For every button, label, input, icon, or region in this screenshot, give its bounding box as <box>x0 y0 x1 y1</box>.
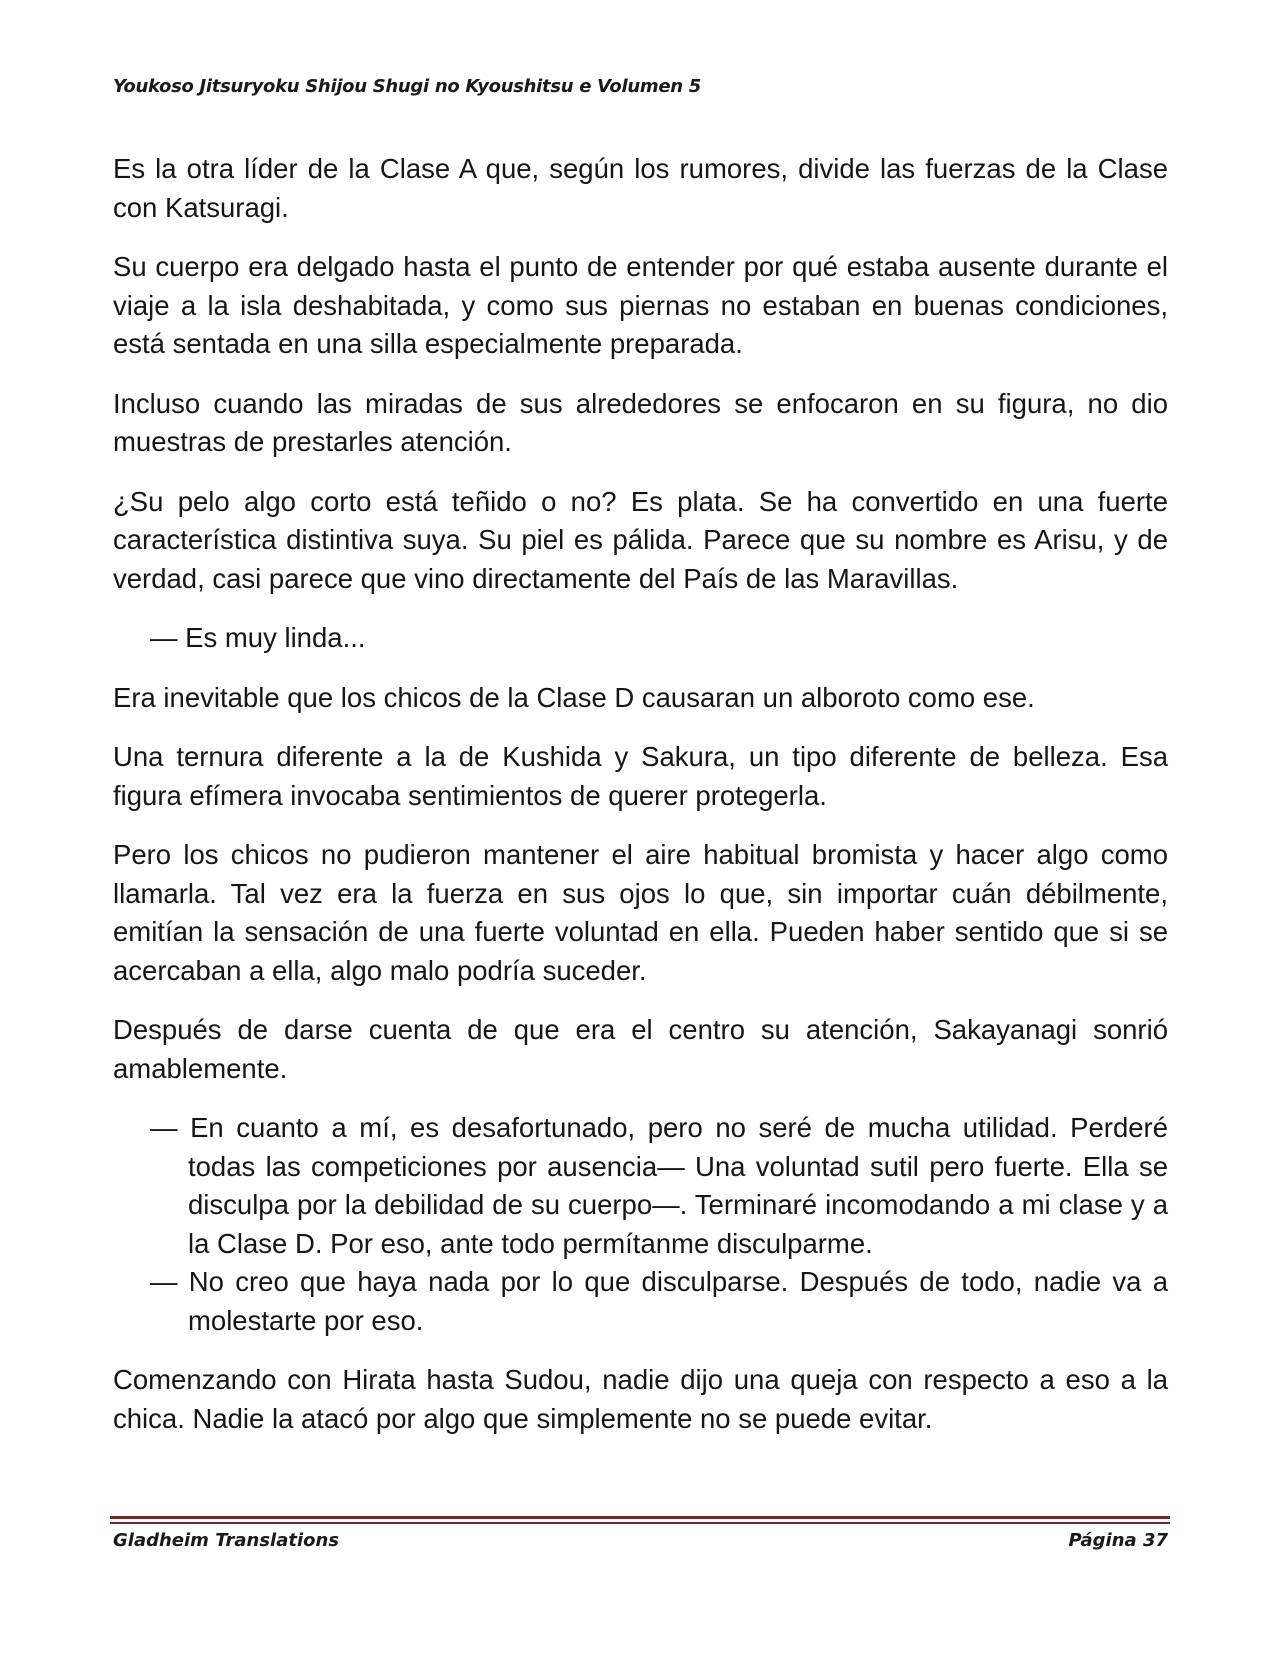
paragraph: Comenzando con Hirata hasta Sudou, nadie dijo una queja con respecto a eso a la chica. Nadie la atacó por algo que simplemente no se puede evitar. <box>113 1364 1168 1434</box>
dialogue-line: — No creo que haya nada por lo que disculparse. Después de todo, nadie va a molestarte por eso. <box>150 1266 1168 1336</box>
footer-rule-thick <box>110 1516 1170 1519</box>
dialogue-line: — En cuanto a mí, es desafortunado, pero no seré de mucha utilidad. Perderé todas las competiciones por ausencia— Una voluntad sutil pero fuerte. Ella se disculpa por la debilidad de su cuerpo—. Terminaré incomodando a mi clase y a la Clase D. Por eso, ante todo permítanme disculparme. <box>150 1112 1168 1259</box>
paragraph: Pero los chicos no pudieron mantener el aire habitual bromista y hacer algo como llamarla. Tal vez era la fuerza en sus ojos lo que, sin importar cuán débilmente, emitían la sensación de una fuerte voluntad en ella. Pueden haber sentido que si se acercaban a ella, algo malo podría suceder. <box>113 839 1168 986</box>
paragraph: ¿Su pelo algo corto está teñido o no? Es plata. Se ha convertido en una fuerte característica distintiva suya. Su piel es pálida. Parece que su nombre es Arisu, y de verdad, casi parece que vino directamente del País de las Maravillas. <box>113 485 1168 594</box>
paragraph: Es la otra líder de la Clase A que, según los rumores, divide las fuerzas de la Clase con Katsuragi. <box>113 153 1168 223</box>
running-header: Youkoso Jitsuryoku Shijou Shugi no Kyoushitsu e Volumen 5 <box>113 76 701 97</box>
paragraph: Una ternura diferente a la de Kushida y Sakura, un tipo diferente de belleza. Esa figura efímera invocaba sentimientos de querer protegerla. <box>113 741 1168 811</box>
paragraph: Su cuerpo era delgado hasta el punto de entender por qué estaba ausente durante el viaje a la isla deshabitada, y como sus piernas no estaban en buenas condiciones, está sentada en una silla especialmente preparada. <box>113 251 1168 359</box>
footer-rule-thin <box>110 1522 1170 1524</box>
dialogue-line: — Es muy linda... <box>150 622 366 653</box>
page-body <box>113 150 1168 1459</box>
page-number: Página 37 <box>1068 1530 1168 1551</box>
paragraph: Era inevitable que los chicos de la Clase D causaran un alboroto como ese. <box>113 681 1035 713</box>
paragraph: Incluso cuando las miradas de sus alrededores se enfocaron en su figura, no dio muestras de prestarles atención. <box>113 387 1168 457</box>
footer-translator: Gladheim Translations <box>113 1530 340 1551</box>
paragraph: Después de darse cuenta de que era el centro su atención, Sakayanagi sonrió amablemente. <box>113 1014 1168 1084</box>
